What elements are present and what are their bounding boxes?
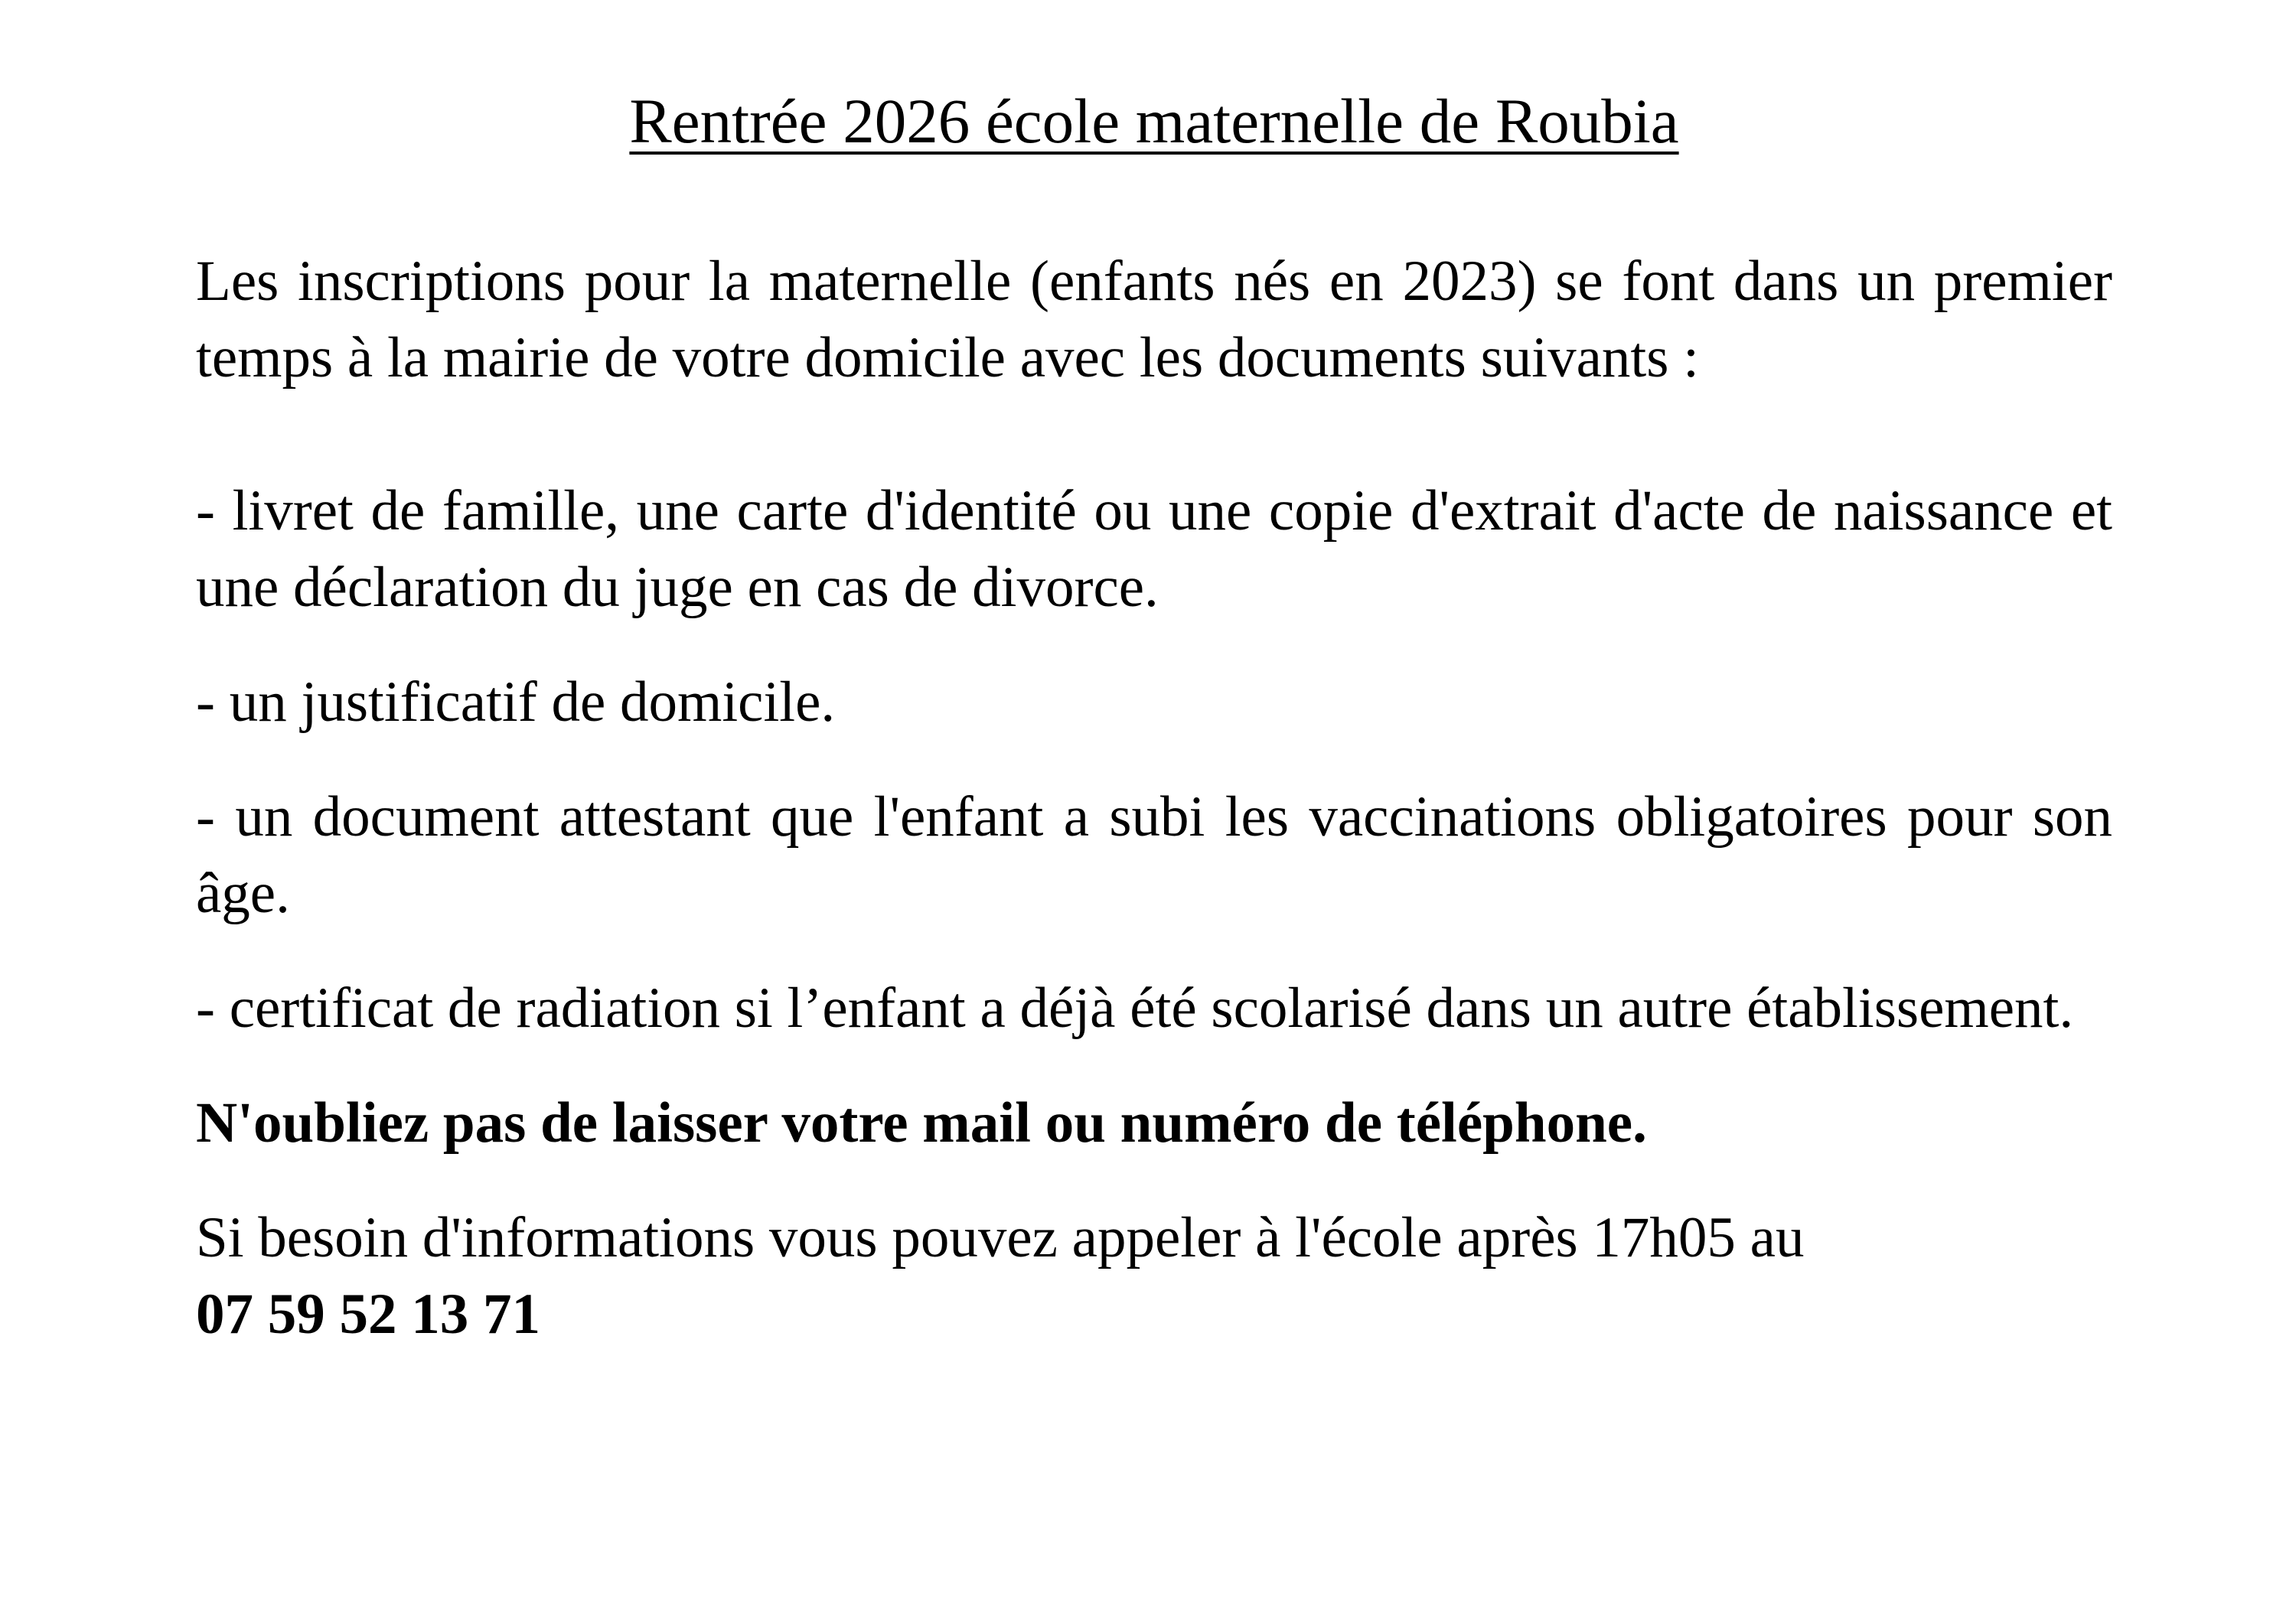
- document-title: Rentrée 2026 école maternelle de Roubia: [629, 86, 1679, 156]
- contact-paragraph: [196, 1200, 2112, 1353]
- list-item: - livret de famille, une carte d'identité ou une copie d'extrait d'acte de naissance et une déclaration du juge en cas de divorce.: [196, 479, 2112, 619]
- list-item: - un document attestant que l'enfant a subi les vaccinations obligatoires pour son âge.: [196, 785, 2112, 925]
- phone-number: 07 59 52 13 71: [196, 1282, 540, 1346]
- list-item: - certificat de radiation si l’enfant a déjà été scolarisé dans un autre établissement.: [196, 976, 2074, 1040]
- list-item: - un justificatif de domicile.: [196, 670, 836, 734]
- reminder-notice: N'oubliez pas de laisser votre mail ou numéro de téléphone.: [196, 1091, 1647, 1155]
- intro-paragraph: Les inscriptions pour la maternelle (enfants nés en 2023) se font dans un premier temps à la mairie de votre domicile avec les documents suivants :: [196, 249, 2112, 389]
- contact-text: Si besoin d'informations vous pouvez appeler à l'école après 17h05 au: [196, 1206, 1805, 1269]
- document-body: [196, 243, 2112, 1353]
